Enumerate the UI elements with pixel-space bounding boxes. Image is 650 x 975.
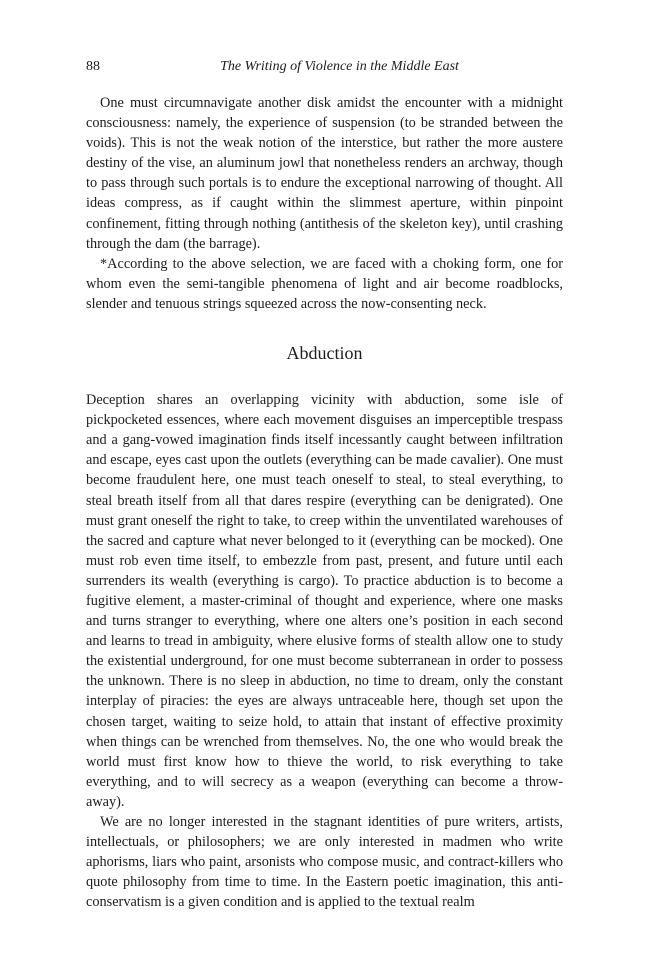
running-head [86, 56, 563, 78]
paragraph: We are no longer interested in the stagnant identities of pure writers, artists, intellectuals, or philosophers; we are only interested in madmen who write aphorisms, liars who paint, arsonists who compose music, and contract-killers who quote philosophy from time to time. In the Eastern poetic imagination, this anti-conservatism is a given condition and is applied to the textual realm [86, 814, 563, 911]
running-title: The Writing of Violence in the Middle East [220, 59, 459, 74]
page-number: 88 [86, 59, 100, 74]
paragraph: Deception shares an overlapping vicinity with abduction, some isle of pickpocketed essences, where each movement disguises an imperceptible trespass and a gang-vowed imagination finds itself incessantly caught between infiltration and escape, eyes cast upon the outlets (everything can be made cavalier). One must become fraudulent here, one must teach oneself to steal, to steal everything, to steal breath itself from all that dares respire (everything can be denigrated). One must grant oneself the right to take, to creep within the unventilated warehouses of the sacred and capture what never belonged to it (everything can be mocked). One must rob even time itself, to embezzle from past, present, and future until each surrenders its wealth (everything is cargo). To practice abduction is to become a fugitive element, a master-criminal of thought and experience, where one masks and turns stranger to everything, where one alters one’s position in each second and learns to tread in ambiguity, where elusive forms of stealth allow one to study the existential underground, for one must become subterranean in order to possess the unknown. There is no sleep in abduction, no time to dream, only the constant interplay of piracies: the eyes are always untraceable here, though set upon the chosen target, waiting to seize hold, to attain that instant of effective proximity when things can be wrenched from themselves. No, the one who would break the world must first know how to thieve the world, to risk everything to take everything, and to will secrecy as a weapon (everything can become a throw-away). [86, 392, 563, 810]
section-heading: Abduction [286, 343, 363, 364]
paragraph: *According to the above selection, we are faced with a choking form, one for whom even the semi-tangible phenomena of light and air become roadblocks, slender and tenuous strings squeezed across the now-consenting neck. [86, 255, 563, 312]
book-page [86, 56, 563, 912]
paragraph: One must circumnavigate another disk amidst the encounter with a midnight consciousness: namely, the experience of suspension (to be stranded between the voids). This is not the weak notion of the interstice, but rather the more austere destiny of the vise, an aluminum jowl that nonetheless renders an archway, though to pass through such portals is to endure the exceptional narrowing of thought. All ideas compress, as if caught within the slimmest aperture, within pinpoint confinement, fitting through nothing (antithesis of the skeleton key), until crashing through the dam (the barrage). [86, 95, 563, 252]
body-text [86, 93, 563, 912]
